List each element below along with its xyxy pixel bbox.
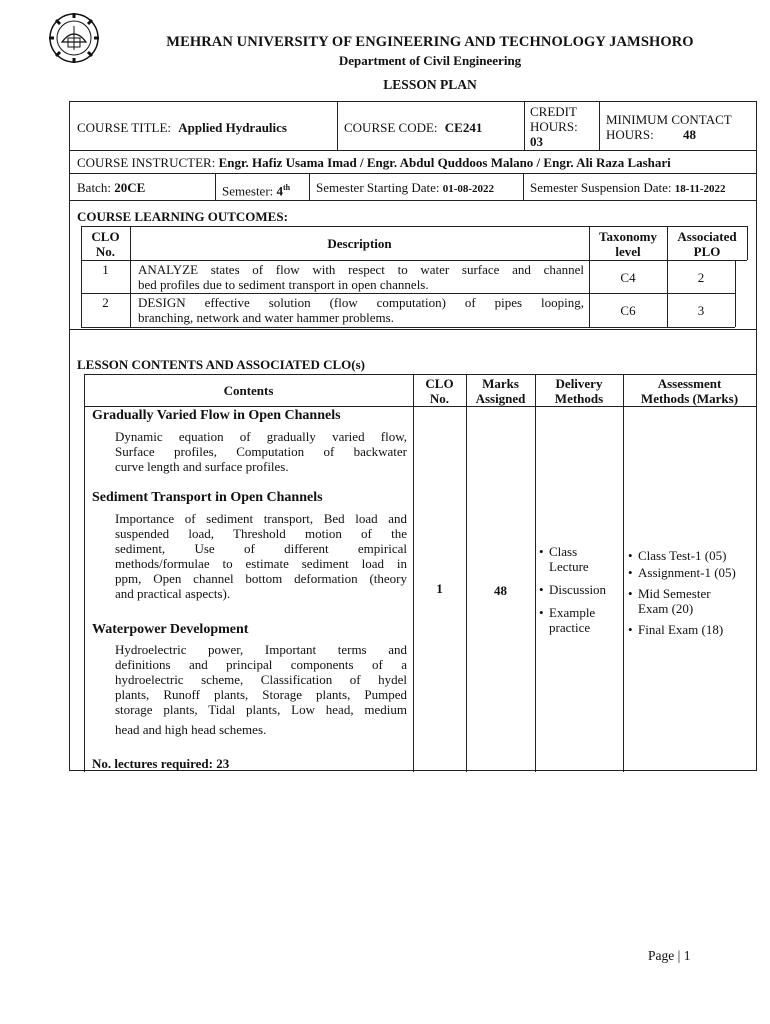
clo-row-2-description bbox=[138, 295, 584, 325]
clo-row-1-taxonomy: C4 bbox=[620, 270, 636, 285]
clo-taxonomy-header bbox=[589, 229, 667, 259]
semester-suffix: th bbox=[283, 183, 291, 192]
marks-value: 48 bbox=[494, 583, 507, 598]
topic-2-line-2: suspended load, Threshold motion of the bbox=[115, 526, 407, 541]
semester-value: 4 bbox=[276, 183, 284, 199]
marks-header-2: Assigned bbox=[475, 391, 526, 406]
topic-1-line-1: Dynamic equation of gradually varied flow, bbox=[115, 429, 407, 444]
clo-row-1-plo: 2 bbox=[697, 270, 705, 285]
lesson-plan-table bbox=[69, 101, 757, 771]
start-label: Semester Starting Date: bbox=[316, 180, 440, 195]
topic-2-line-3: sediment, Use of different empirical bbox=[115, 541, 407, 556]
delivery-header bbox=[535, 376, 623, 406]
min-contact-label-1: MINIMUM CONTACT bbox=[606, 112, 732, 127]
clo-no-header bbox=[81, 229, 130, 259]
assessment-final-line: • Final Exam (18) bbox=[638, 622, 724, 637]
clo-no-header-1: CLO bbox=[91, 229, 120, 244]
document-title: LESSON PLAN bbox=[383, 77, 477, 92]
topic-1-line-2: Surface profiles, Computation of backwater bbox=[115, 444, 407, 459]
assessment-mid-line-2: Exam (20) bbox=[638, 601, 694, 616]
marks-header bbox=[466, 376, 535, 406]
topic-3-line-6: head and high head schemes. bbox=[115, 722, 267, 737]
department-name: Department of Civil Engineering bbox=[338, 53, 522, 68]
clo-no-header-2: No. bbox=[95, 244, 116, 259]
assessment-mid-line-1: • Mid Semester bbox=[638, 586, 711, 601]
instructor-label: COURSE INSTRUCTER: bbox=[77, 155, 216, 170]
course-instructor bbox=[77, 155, 671, 170]
topic-1-title: Gradually Varied Flow in Open Channels bbox=[92, 408, 341, 423]
course-title-value: Applied Hydraulics bbox=[178, 120, 287, 135]
credit-hours-label-2: HOURS: bbox=[530, 119, 578, 134]
credit-hours-label-1: CREDIT bbox=[530, 104, 577, 119]
topic-2-line-1: Importance of sediment transport, Bed load and bbox=[115, 511, 407, 526]
clo-row-2-taxonomy: C6 bbox=[620, 303, 636, 318]
topic-2-line-6: and practical aspects). bbox=[115, 586, 231, 601]
assessment-final-exam bbox=[628, 622, 754, 637]
delivery-class-lecture bbox=[539, 544, 621, 574]
batch-value: 20CE bbox=[114, 180, 146, 195]
suspension-label: Semester Suspension Date: bbox=[530, 180, 672, 195]
topic-3-line-5: storage plants, Tidal plants, Low head, medium bbox=[115, 702, 407, 717]
lesson-clo-header-1: CLO bbox=[425, 376, 454, 391]
topic-3-line-2: definitions and principal components of a bbox=[115, 657, 407, 672]
lesson-contents-heading: LESSON CONTENTS AND ASSOCIATED CLO(s) bbox=[77, 357, 365, 372]
clo-row-1-line-1: ANALYZE states of flow with respect to water surface and channel bbox=[138, 262, 584, 277]
clo-taxonomy-header-1: Taxonomy bbox=[598, 229, 658, 244]
course-code bbox=[344, 120, 482, 135]
topic-1-line-3: curve length and surface profiles. bbox=[115, 459, 289, 474]
page-label: Page bbox=[648, 948, 675, 963]
clo-taxonomy-header-2: level bbox=[615, 244, 641, 259]
topic-2-title: Sediment Transport in Open Channels bbox=[92, 490, 323, 505]
clo-row-1-no: 1 bbox=[102, 262, 109, 277]
assessment-class-test bbox=[628, 548, 754, 563]
topic-2-body bbox=[115, 511, 407, 586]
lectures-required: No. lectures required: 23 bbox=[92, 756, 230, 771]
lesson-clo-value: 1 bbox=[436, 581, 443, 596]
course-code-label: COURSE CODE: bbox=[344, 120, 438, 135]
topic-3-title: Waterpower Development bbox=[92, 622, 249, 637]
min-contact-value: 48 bbox=[682, 127, 696, 142]
instructor-value: Engr. Hafiz Usama Imad / Engr. Abdul Quddoos Malano / Engr. Ali Raza Lashari bbox=[218, 155, 671, 170]
clo-row-2-no: 2 bbox=[102, 295, 109, 310]
batch-label: Batch: bbox=[77, 180, 111, 195]
semester-start bbox=[316, 180, 494, 197]
clo-plo-header-1: Associated bbox=[677, 229, 737, 244]
delivery-header-1: Delivery bbox=[555, 376, 603, 391]
topic-3-line-3: hydroelectric scheme, Classification of hydel bbox=[115, 672, 407, 687]
clo-plo-header-2: PLO bbox=[693, 244, 721, 259]
topic-3-body bbox=[115, 642, 407, 717]
assessment-header bbox=[623, 376, 756, 406]
delivery-example-line-2: practice bbox=[549, 620, 591, 635]
topic-3-line-4: plants, Runoff plants, Storage plants, Pumped bbox=[115, 687, 407, 702]
delivery-methods-list bbox=[539, 544, 621, 635]
delivery-class-line-1: • Class bbox=[549, 544, 578, 559]
delivery-example-practice bbox=[539, 605, 621, 635]
clo-description-header: Description bbox=[327, 236, 392, 251]
clo-heading: COURSE LEARNING OUTCOMES: bbox=[77, 209, 288, 224]
clo-row-2-plo: 3 bbox=[697, 303, 705, 318]
min-contact-label-2: HOURS: bbox=[606, 127, 654, 142]
delivery-example-line-1: • Example bbox=[549, 605, 596, 620]
clo-row-2-line-1: DESIGN effective solution (flow computation) of pipes looping, bbox=[138, 295, 584, 310]
assessment-methods-list bbox=[628, 548, 754, 637]
marks-header-1: Marks bbox=[482, 376, 519, 391]
contents-header: Contents bbox=[223, 383, 274, 398]
topic-2-line-5: ppm, Open channel bottom deformation (theory bbox=[115, 571, 407, 586]
batch bbox=[77, 180, 145, 195]
delivery-discussion-line: • Discussion bbox=[549, 582, 607, 597]
clo-plo-header bbox=[667, 229, 747, 259]
assessment-header-2: Methods (Marks) bbox=[640, 391, 739, 406]
clo-row-1-line-2: bed profiles due to sediment transport in open channels. bbox=[138, 277, 429, 292]
suspension-value: 18-11-2022 bbox=[674, 183, 726, 195]
course-code-value: CE241 bbox=[444, 120, 483, 135]
page-number-value: 1 bbox=[683, 948, 691, 963]
page-number bbox=[648, 948, 690, 964]
topic-2-line-4: methods/formulae to estimate sediment load in bbox=[115, 556, 407, 571]
assessment-class-test-line: • Class Test-1 (05) bbox=[638, 548, 727, 563]
delivery-header-2: Methods bbox=[554, 391, 604, 406]
assessment-assignment-line: • Assignment-1 (05) bbox=[638, 565, 736, 580]
lesson-clo-header bbox=[413, 376, 466, 406]
assessment-header-1: Assessment bbox=[657, 376, 722, 391]
delivery-class-line-2: Lecture bbox=[549, 559, 589, 574]
clo-row-2-line-2: branching, network and water hammer problems. bbox=[138, 310, 394, 325]
page-separator: | bbox=[677, 948, 681, 963]
course-title bbox=[77, 120, 287, 135]
delivery-discussion bbox=[539, 582, 621, 597]
lesson-clo-header-2: No. bbox=[429, 391, 450, 406]
assessment-assignment bbox=[628, 565, 754, 580]
course-title-label: COURSE TITLE: bbox=[77, 120, 172, 135]
credit-hours bbox=[530, 104, 578, 149]
semester-label: Semester: bbox=[222, 183, 274, 199]
min-contact-hours bbox=[606, 112, 732, 142]
topic-1-body bbox=[115, 429, 407, 459]
credit-hours-value: 03 bbox=[530, 134, 543, 149]
assessment-mid-semester bbox=[628, 586, 754, 616]
start-value: 01-08-2022 bbox=[442, 183, 495, 195]
topic-3-line-1: Hydroelectric power, Important terms and bbox=[115, 642, 407, 657]
semester-suspension bbox=[530, 180, 726, 197]
semester bbox=[222, 180, 290, 198]
university-name: MEHRAN UNIVERSITY OF ENGINEERING AND TECHNOLOGY JAMSHORO bbox=[166, 34, 694, 50]
clo-row-1-description bbox=[138, 262, 584, 292]
